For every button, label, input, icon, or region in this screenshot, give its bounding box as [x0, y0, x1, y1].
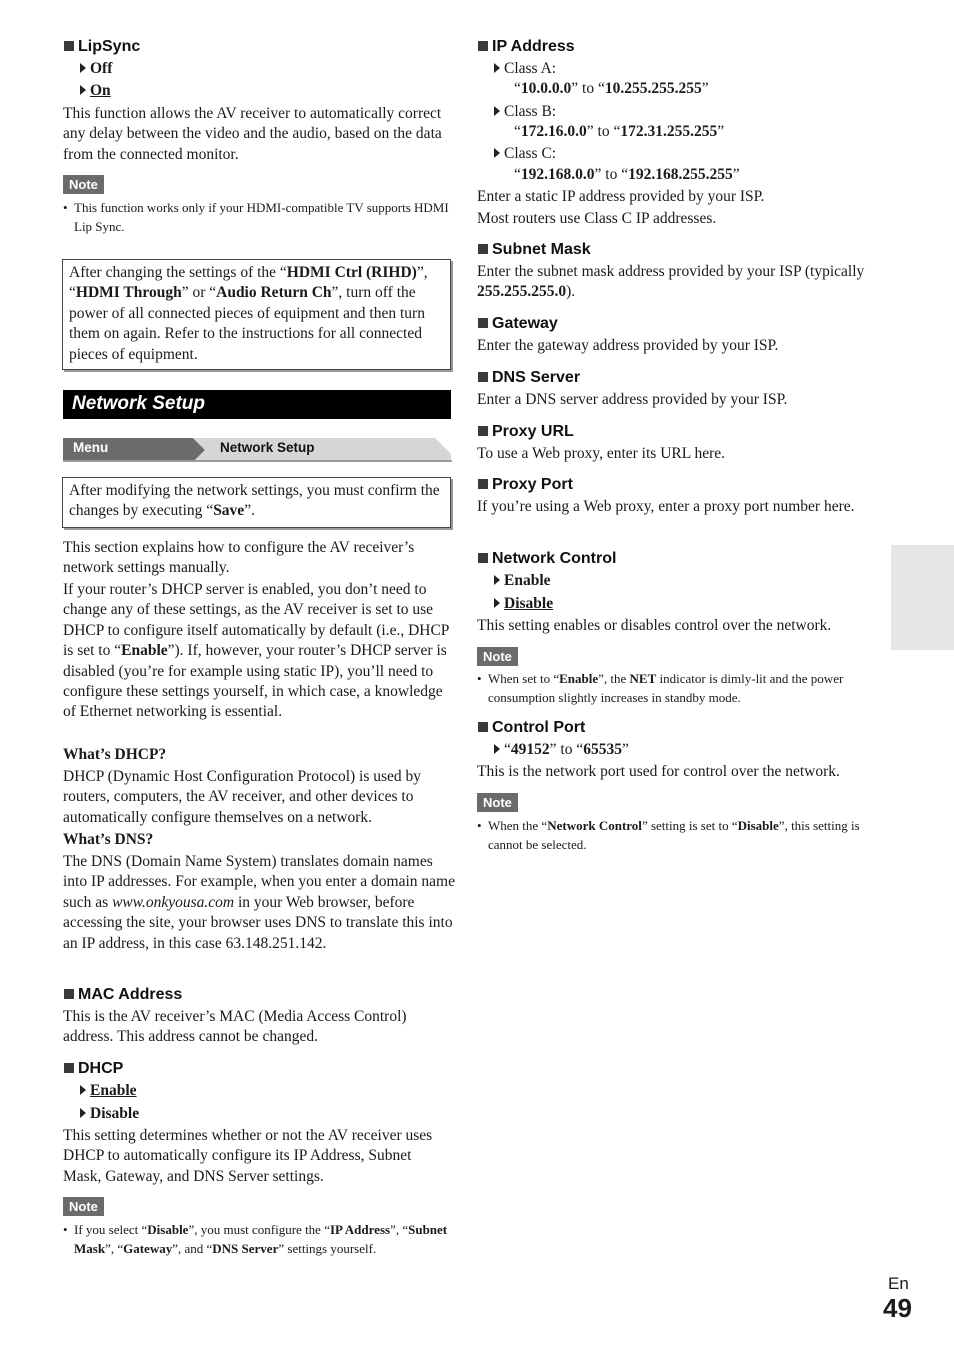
lipsync-note: [63, 199, 453, 236]
heading-text: Gateway: [492, 315, 558, 332]
dhcp-definition: DHCP (Dynamic Host Configuration Protocol) is used by routers, computers, the AV receiver, and other devices to automatically configure themselves on a network.: [63, 768, 422, 826]
range-end: 192.168.255.255: [628, 166, 733, 183]
bold-text: 255.255.255.0: [477, 283, 567, 301]
ip-class-a: [494, 59, 556, 79]
text: If your router’s DHCP server is enabled, you don’t need to change any of these settings, as the AV receiver is set to use DHCP to configure itself automatically by default (i.e., DHCP is set to “: [63, 581, 449, 660]
bold-text: Audio Return Ch: [216, 284, 332, 302]
text: ”, you must configure the “: [188, 1222, 330, 1237]
square-bullet-icon: [478, 244, 488, 254]
control-port-heading: [478, 718, 585, 738]
heading-text: DHCP: [78, 1060, 124, 1077]
network-control-note-label: Note: [477, 647, 518, 666]
side-thumb-tab: [891, 545, 954, 650]
text: ” setting is set to “: [641, 818, 738, 833]
network-control-note: [477, 670, 872, 707]
breadcrumb-menu: Menu: [73, 440, 109, 455]
dhcp-explanation-paragraph: [63, 580, 453, 723]
note-text: [477, 817, 872, 854]
note-text: [477, 670, 872, 707]
square-bullet-icon: [478, 318, 488, 328]
triangle-bullet-icon: [494, 148, 500, 158]
subnet-mask-description: [477, 262, 872, 303]
mac-address-description: This is the AV receiver’s MAC (Media Access Control) address. This address cannot be changed.: [63, 1008, 407, 1046]
language-label: En: [888, 1274, 909, 1293]
bold-text: Disable: [147, 1222, 189, 1237]
section-title: Network Setup: [63, 390, 451, 419]
dhcp-note: [63, 1221, 455, 1258]
to-word: ” to “: [594, 166, 629, 183]
control-port-note-label: Note: [477, 793, 518, 812]
network-control-option-enable: [494, 571, 551, 591]
ip-class-c-range: “192.168.0.0” to “192.168.255.255”: [514, 166, 740, 183]
heading-text: Proxy Port: [492, 476, 573, 493]
square-bullet-icon: [478, 479, 488, 489]
text: ”). If, however, your router’s DHCP server is disabled (you’re for example using static IP), you’ll need to configure these settings yourself, in which case, a knowledge of Ethernet networking is essential.: [63, 642, 447, 721]
option-default-text: Disable: [504, 595, 554, 612]
range-start: 49152: [510, 741, 550, 758]
bold-text: Subnet Mask: [74, 1222, 448, 1256]
text: When set to “: [488, 671, 560, 686]
text: ”, “: [105, 1240, 124, 1256]
heading-text: Subnet Mask: [492, 241, 591, 258]
dns-server-heading: [478, 368, 580, 388]
text: ”, turn off the power of all connected pieces of equipment and then turn them on again. Refer to the instructions for all connected pieces of equipment.: [69, 284, 425, 363]
text: When the “: [488, 818, 548, 833]
square-bullet-icon: [64, 41, 74, 51]
square-bullet-icon: [478, 372, 488, 382]
text: ”, this setting is cannot be selected.: [488, 818, 860, 852]
bold-text: NET: [629, 671, 657, 686]
text: After changing the settings of the “: [69, 264, 287, 281]
heading-text: Network Control: [492, 550, 617, 567]
bold-text: HDMI Ctrl (RIHD): [286, 264, 417, 281]
bullet: •: [477, 818, 482, 833]
square-bullet-icon: [478, 722, 488, 732]
heading-text: Control Port: [492, 719, 586, 736]
text: ”, “: [69, 264, 428, 302]
class-label: Class B:: [504, 103, 557, 120]
bold-text: DNS Server: [212, 1240, 279, 1256]
dhcp-note-label: Note: [63, 1197, 104, 1216]
proxy-url-description: To use a Web proxy, enter its URL here.: [477, 445, 726, 462]
text: ”.: [244, 502, 255, 520]
text: After modifying the network settings, you must confirm the changes by executing “: [69, 482, 440, 520]
bold-text: Enable: [121, 642, 168, 660]
whats-dns-heading: What’s DNS?: [63, 831, 154, 848]
class-label: Class C:: [504, 145, 557, 162]
text: Enter the subnet mask address provided by your ISP (typically: [477, 263, 865, 280]
network-control-description: This setting enables or disables control over the network.: [477, 617, 832, 634]
triangle-bullet-icon: [494, 598, 500, 608]
option-default-text: On: [90, 82, 111, 99]
ip-class-c: [494, 144, 556, 164]
breadcrumb-network-setup: Network Setup: [220, 440, 315, 455]
triangle-bullet-icon: [494, 106, 500, 116]
text: If you select “: [74, 1222, 148, 1237]
subnet-mask-heading: [478, 240, 591, 260]
lipsync-option-off: [80, 59, 112, 79]
square-bullet-icon: [64, 1063, 74, 1073]
triangle-bullet-icon: [80, 1085, 86, 1095]
ip-class-b: [494, 102, 556, 122]
proxy-port-description: If you’re using a Web proxy, enter a proxy port number here.: [477, 498, 855, 515]
control-port-description: This is the network port used for control over the network.: [477, 763, 840, 780]
dhcp-heading: [64, 1059, 123, 1079]
dns-definition: [63, 852, 455, 954]
network-control-option-disable: [494, 594, 553, 614]
square-bullet-icon: [478, 426, 488, 436]
text: ”, “: [390, 1222, 409, 1237]
text: ” settings yourself.: [278, 1240, 377, 1256]
bold-text: IP Address: [329, 1222, 391, 1237]
option-text: Off: [90, 60, 113, 77]
ip-class-b-range: “172.16.0.0” to “172.31.255.255”: [514, 123, 725, 140]
range-start: 192.168.0.0: [520, 166, 595, 183]
bullet: •: [63, 1222, 68, 1237]
lipsync-description: This function allows the AV receiver to automatically correct any delay between the video and the audio, based on the data from the connected monitor.: [63, 105, 442, 163]
heading-text: DNS Server: [492, 369, 581, 386]
dhcp-option-disable: [80, 1104, 139, 1124]
control-port-note: [477, 817, 872, 854]
square-bullet-icon: [478, 553, 488, 563]
heading-text: MAC Address: [78, 986, 183, 1003]
dhcp-description: This setting determines whether or not the AV receiver uses DHCP to automatically configure its IP Address, Subnet Mask, Gateway, and DNS Server settings.: [63, 1127, 433, 1185]
option-default-text: Enable: [90, 1082, 137, 1099]
proxy-port-heading: [478, 475, 573, 495]
option-text: Disable: [90, 1105, 140, 1122]
ip-address-heading: [478, 37, 575, 57]
bold-text: Enable: [559, 671, 599, 686]
text: indicator is dimly-lit and the power consumption slightly increases in standby mode.: [488, 671, 844, 705]
note-text: [63, 1221, 455, 1258]
network-control-heading: [478, 549, 616, 569]
bold-text: Network Control: [547, 818, 642, 833]
ip-address-description-1: Enter a static IP address provided by your ISP.: [477, 188, 765, 205]
range-end: 10.255.255.255: [604, 80, 702, 97]
range-start: 10.0.0.0: [520, 80, 572, 97]
ip-class-a-range: “10.0.0.0” to “10.255.255.255”: [514, 80, 709, 97]
dhcp-option-enable: [80, 1081, 137, 1101]
text: in your Web browser, before accessing the site, your browser uses DNS to translate this into an IP address, in this case 63.148.251.142.: [63, 893, 453, 952]
bold-text: HDMI Through: [75, 284, 182, 302]
gateway-heading: [478, 314, 558, 334]
italic-text: www.onkyousa.com: [112, 893, 235, 911]
dns-server-description: Enter a DNS server address provided by your ISP.: [477, 391, 788, 408]
lipsync-heading: [64, 37, 140, 57]
option-text: Enable: [504, 572, 551, 589]
bold-text: Gateway: [123, 1240, 173, 1256]
to-word: ” to “: [549, 741, 584, 758]
bullet: •: [477, 671, 482, 686]
text: The DNS (Domain Name System) translates domain names into IP addresses. For example, when you enter a domain name such as: [63, 853, 455, 911]
square-bullet-icon: [478, 41, 488, 51]
triangle-bullet-icon: [80, 63, 86, 73]
square-bullet-icon: [64, 989, 74, 999]
heading-text: Proxy URL: [492, 423, 574, 440]
to-word: ” to “: [571, 80, 605, 97]
save-notice-box: [62, 477, 451, 528]
triangle-bullet-icon: [80, 1108, 86, 1118]
text: ”, the: [598, 671, 630, 686]
control-port-range: “49152” to “65535”: [494, 740, 629, 760]
mac-address-heading: [64, 985, 182, 1005]
triangle-bullet-icon: [494, 575, 500, 585]
text: ).: [566, 283, 576, 301]
range-end: 65535: [583, 741, 622, 758]
intro-paragraph: This section explains how to configure the AV receiver’s network settings manually.: [63, 539, 415, 577]
hdmi-settings-notice-box: [62, 259, 451, 370]
bold-text: Save: [213, 502, 245, 520]
text: ” or “: [181, 284, 217, 302]
note-text: This function works only if your HDMI-compatible TV supports HDMI Lip Sync.: [74, 200, 449, 234]
range-start: 172.16.0.0: [520, 123, 587, 140]
heading-text: IP Address: [492, 38, 575, 55]
whats-dhcp-heading: What’s DHCP?: [63, 746, 167, 763]
page-number: 49: [883, 1293, 912, 1323]
class-label: Class A:: [504, 60, 557, 77]
lipsync-option-on: [80, 81, 111, 101]
gateway-description: Enter the gateway address provided by your ISP.: [477, 337, 779, 354]
bold-text: Disable: [737, 818, 779, 833]
triangle-bullet-icon: [494, 744, 500, 754]
heading-text: LipSync: [78, 38, 141, 55]
to-word: ” to “: [586, 123, 621, 140]
triangle-bullet-icon: [80, 85, 86, 95]
bullet: •: [63, 200, 68, 215]
ip-address-description-2: Most routers use Class C IP addresses.: [477, 210, 717, 227]
text: ”, and “: [172, 1240, 213, 1256]
proxy-url-heading: [478, 422, 574, 442]
range-end: 172.31.255.255: [620, 123, 718, 140]
lipsync-note-label: Note: [63, 175, 104, 194]
triangle-bullet-icon: [494, 63, 500, 73]
